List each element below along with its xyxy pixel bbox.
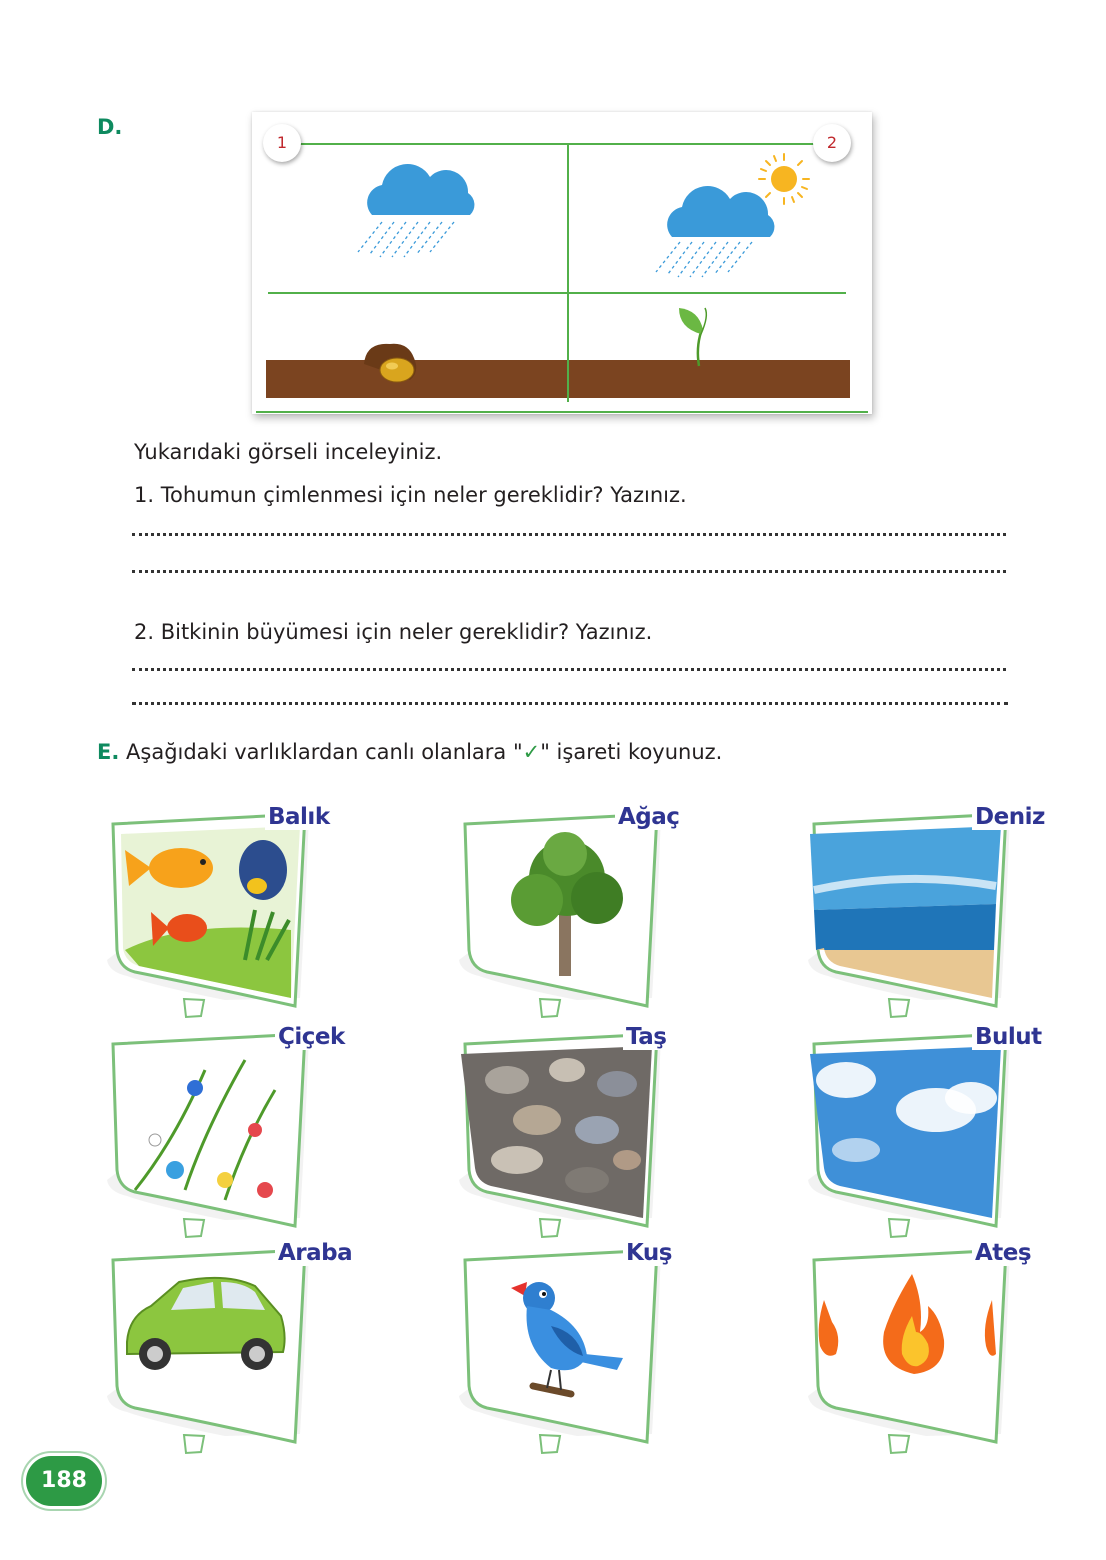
panel-number-2: 2 bbox=[813, 124, 851, 162]
rain-cloud-right-icon bbox=[656, 186, 774, 277]
germination-diagram bbox=[252, 112, 872, 414]
item-label: Araba bbox=[275, 1240, 355, 1266]
item-card-araba bbox=[95, 1236, 353, 1451]
item-card-kus bbox=[447, 1236, 697, 1451]
checkbox[interactable] bbox=[886, 1432, 912, 1456]
item-card-agac bbox=[447, 800, 697, 1015]
item-card-ates bbox=[796, 1236, 1046, 1451]
item-label: Taş bbox=[623, 1024, 669, 1050]
sprout-icon bbox=[679, 308, 706, 366]
item-label: Ağaç bbox=[615, 804, 682, 830]
checkbox[interactable] bbox=[537, 1432, 563, 1456]
answer-line[interactable] bbox=[132, 570, 1006, 573]
answer-line[interactable] bbox=[132, 668, 1006, 671]
section-e-instruction bbox=[97, 740, 722, 764]
sun-icon bbox=[759, 154, 809, 204]
item-label: Bulut bbox=[972, 1024, 1045, 1050]
question-2: 2. Bitkinin büyümesi için neler gereklidir? Yazınız. bbox=[134, 620, 653, 644]
instruction-part: Aşağıdaki varlıklardan canlı olanlara " bbox=[126, 740, 523, 764]
panel-number-1: 1 bbox=[263, 124, 301, 162]
rain-cloud-left-icon bbox=[358, 164, 474, 257]
instruction-part: " işareti koyunuz. bbox=[540, 740, 723, 764]
soil bbox=[266, 360, 850, 398]
checkbox[interactable] bbox=[886, 996, 912, 1020]
checkbox[interactable] bbox=[537, 996, 563, 1020]
item-label: Çiçek bbox=[275, 1024, 348, 1050]
diagram-illustration bbox=[252, 112, 872, 414]
answer-line[interactable] bbox=[132, 533, 1006, 536]
item-card-balik bbox=[95, 800, 345, 1015]
item-label: Deniz bbox=[972, 804, 1048, 830]
checkbox[interactable] bbox=[181, 996, 207, 1020]
item-label: Balık bbox=[265, 804, 333, 830]
instruction-text: Yukarıdaki görseli inceleyiniz. bbox=[134, 440, 443, 464]
check-mark-icon: ✓ bbox=[522, 740, 541, 764]
checkbox[interactable] bbox=[181, 1432, 207, 1456]
item-card-tas bbox=[447, 1020, 697, 1235]
item-label: Ateş bbox=[972, 1240, 1034, 1266]
answer-line[interactable] bbox=[132, 702, 1008, 705]
section-d-letter: D. bbox=[97, 115, 123, 139]
item-card-deniz bbox=[796, 800, 1046, 1015]
item-card-bulut bbox=[796, 1020, 1046, 1235]
page-number: 188 bbox=[26, 1456, 102, 1506]
question-1: 1. Tohumun çimlenmesi için neler gereklidir? Yazınız. bbox=[134, 483, 687, 507]
item-card-cicek bbox=[95, 1020, 345, 1235]
section-e-letter: E. bbox=[97, 740, 120, 764]
item-label: Kuş bbox=[623, 1240, 675, 1266]
